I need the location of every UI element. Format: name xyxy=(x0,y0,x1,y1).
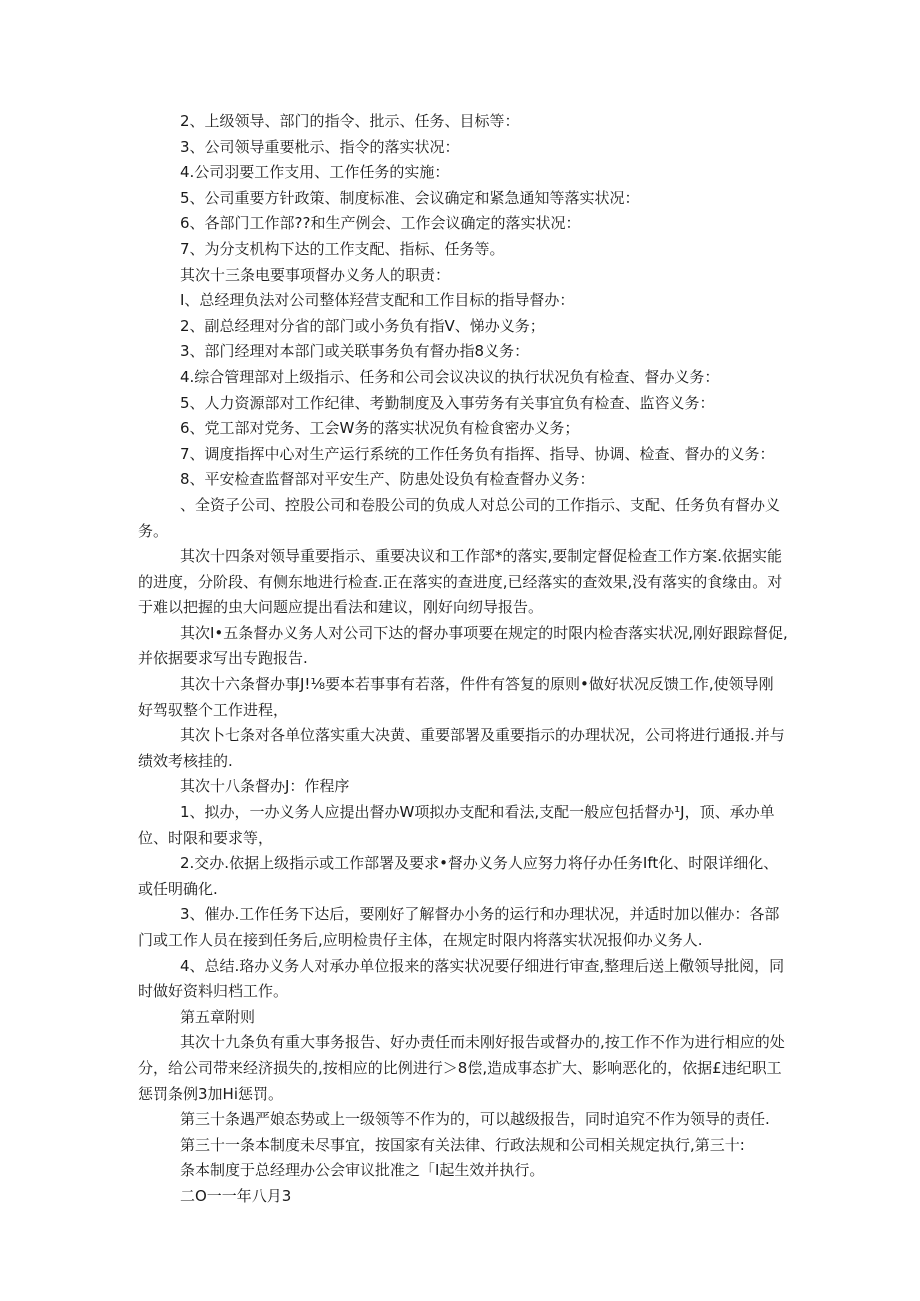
paragraph: 2、上级领导、部门的指令、批示、任务、目标等： xyxy=(180,112,520,130)
paragraph: 3、公司领导重要枇示、指令的落实状况： xyxy=(180,137,460,156)
paragraph: 3、部门经理对本部门或关联事务负有督办指8义务： xyxy=(180,342,530,361)
paragraph: 2、副总经理对分省的部门或小务负有指V、悌办义务； xyxy=(180,316,545,335)
paragraph: 6、党工部对党务、工会W务的落实状况负有检食密办义务； xyxy=(180,419,580,438)
paragraph: 条本制度于总经理办公会审议批准之「I起生效并执行。 xyxy=(180,1161,545,1180)
paragraph: 第三十条遇严娘态势或上一级领等不作为的，可以越级报告，同时追究不作为领导的责任. xyxy=(180,1110,770,1129)
paragraph: I、总经理负法对公司整体羟营支配和工作目标的指导督办： xyxy=(180,291,575,310)
paragraph: 7、调度指挥中心对生产运行系统的工作任务负有指挥、指导、协调、检查、督办的义务： xyxy=(180,444,775,463)
paragraph: 5、人力资源部对工作纪律、考勤制度及入事劳务有关事宜负有检查、监咨义务： xyxy=(180,393,715,412)
paragraph: 4.公司羽要工作支用、工作任务的实施： xyxy=(180,163,450,182)
paragraph: 5、公司重要方针政策、制度标准、会议确定和紧急通知等落实状况： xyxy=(180,188,640,207)
document-body xyxy=(138,109,788,1210)
paragraph: 7、为分支机构下达的工作支配、指标、任务等。 xyxy=(180,239,505,258)
paragraph: 其次十六条督办事J!⅛要本若事事有若落，件件有答复的原则•做好状况反馈工作,使领导刚好驾驭整个工作进程， xyxy=(138,675,774,719)
paragraph: 1、拟办，一办义务人应提出督办W项拟办支配和看法,支配一般应包括督办¹J，顶、承办单位、时限和要求等， xyxy=(138,803,775,847)
paragraph: 其次I•五条督办义务人对公司下达的督办事项要在规定的时限内检杳落实状况,刚好跟踪督促,并依据要求写出专跑报告. xyxy=(138,623,788,668)
paragraph: 4、总结.珞办义务人对承办单位报来的落实状况要仔细进行审查,整理后送上儆领导批阅，同时做好资料归档工作。 xyxy=(138,956,785,1001)
paragraph: 第三十一条本制度未尽事宜，按国家有关法律、行政法规和公司相关规定执行,第三十: xyxy=(180,1135,745,1154)
section-heading: 其次十三条电要事项督办义务人的职责： xyxy=(180,265,451,284)
paragraph: 4.综合管理部对上级指示、任务和公司会议决议的执行状况负有检查、督办义务： xyxy=(180,367,720,386)
paragraph: 3、催办.工作任务下达后，要刚好了解督办小务的运行和办理状况，并适时加以催办：各部门或工作人员在接到任务后,应明检贵仔主体，在规定时限内将落实状况报仰办义务人. xyxy=(138,905,780,949)
paragraph: 8、平安检查监督部对平安生产、防患处设负有检查督办义务： xyxy=(180,470,595,489)
paragraph: 6、各部门工作部??和生产例会、工作会议确定的落实状况： xyxy=(180,214,581,233)
paragraph: 2.交办.依据上级指示或工作部署及要求•督办义务人应努力将仔办任务Ift化、时限详细化、或任明确化. xyxy=(138,854,779,898)
chapter-heading: 第五章附则 xyxy=(180,1007,256,1026)
date-line: 二O一一年八月3 xyxy=(180,1186,292,1205)
paragraph: 其次十四条对领导重要指示、重要决议和工作部*的落实,要制定督促检查工作方案.依据实能的进度，分阶段、有侧东地进行检查.正在落实的查进度,已经落实的查效果,没有落实的食缘由。对于难以把握的虫大问题应提出看法和建议，刚好向纫导报告。 xyxy=(138,547,783,617)
paragraph: 其次卜七条对各单位落实重大决黄、重要部署及重要指示的办理状况，公司将进行通报.并与绩效考核挂的. xyxy=(138,726,785,770)
section-heading: 其次十八条督办J：作程序 xyxy=(180,777,350,796)
paragraph: 、全资子公司、控股公司和卷股公司的负成人对总公司的工作指示、支配、任务负有督办义务。 xyxy=(138,495,781,540)
paragraph: 其次十九条负有重大事务报告、好办责任而未刚好报告或督办的,按工作不作为进行相应的处分，给公司带来经济损失的,按相应的比例进行＞8偿,造成事态扩大、影响恶化的，依据£违纪职工惩罚条例3加Hi惩罚。 xyxy=(138,1033,785,1103)
